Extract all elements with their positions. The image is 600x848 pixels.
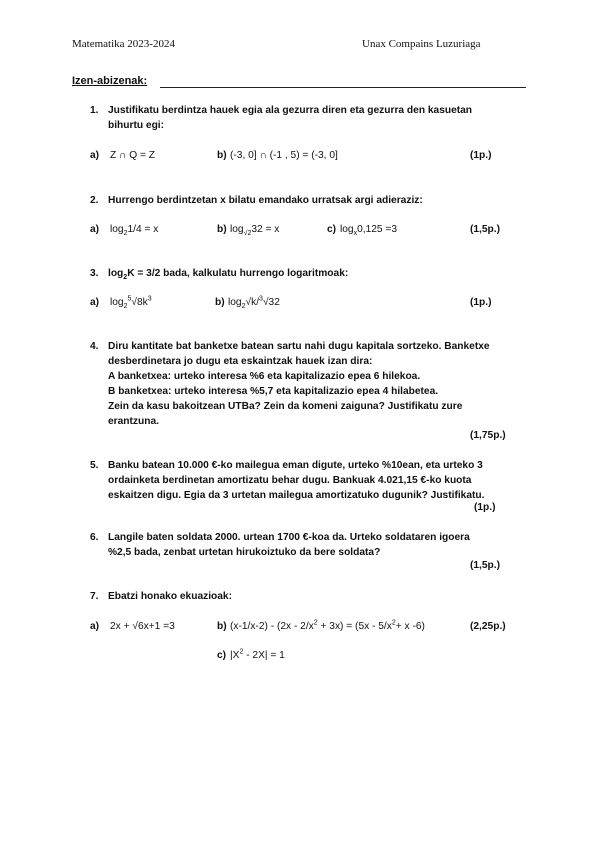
q7-a-label: a) — [90, 621, 100, 632]
q4-points: (1,75p.) — [470, 430, 506, 441]
q2-number: 2. — [90, 195, 99, 206]
q5-text-line: Banku batean 10.000 €-ko mailegua eman digute, urteko %10ean, eta urteko 3 — [108, 460, 483, 471]
q6-text-line: %2,5 bada, zenbat urtetan hirukoiztuko da bere soldata? — [108, 547, 381, 558]
q1-a-text: Z ∩ Q = Z — [110, 150, 155, 161]
q7-c-label: c) — [217, 650, 227, 661]
q2-text: Hurrengo berdintzetan x bilatu emandako urratsak argi adieraziz: — [108, 195, 423, 206]
q7-b-expr: $(x-1/x-2) - (2x - 2/x^2 + 3x) = (5x - 5/x^2+ x$ -6) — [230, 619, 425, 632]
q1-a-label: a) — [90, 150, 100, 161]
q6-points: (1,5p.) — [470, 560, 501, 571]
q5-text — [108, 458, 484, 503]
q7-number: 7. — [90, 591, 99, 602]
q2-c-label: c) — [327, 224, 337, 235]
header-subject: Matematika 2023-2024 — [72, 38, 175, 50]
q1-text — [108, 103, 472, 133]
q6-number: 6. — [90, 532, 99, 543]
q4-text-line: Zein da kasu bakoitzean UTBa? Zein da komeni zaiguna? Justifikatu zure — [108, 401, 463, 412]
q2-b-expr: $\log_{√2}32 = x$ — [230, 224, 280, 238]
q3-b-label: b) — [215, 297, 225, 308]
q7-points: (2,25p.) — [470, 621, 506, 632]
q4-number: 4. — [90, 341, 99, 352]
q4-text-line: Diru kantitate bat banketxe batean sartu nahi dugu kapitala sortzeko. Banketxe — [108, 341, 490, 352]
q5-text-line: ordainketa berdinetan amortizatu behar dugu. Bankuak 4.021,15 €-ko kuota — [108, 475, 472, 486]
q1-number: 1. — [90, 105, 99, 116]
q5-number: 5. — [90, 460, 99, 471]
q7-c-expr: $|X^2 - 2X| = 1$ — [230, 648, 285, 661]
q1-b-label: b) — [217, 150, 227, 161]
q2-a-expr: $\log_21/4 = x$ — [110, 224, 159, 238]
q6-text — [108, 530, 470, 560]
q3-text: $\log_2K = 3/2$ bada, kalkulatu hurrengo logaritmoak: — [108, 268, 349, 282]
q1-b-text: (-3, 0] ∩ (-1 , 5) = (-3, 0] — [230, 150, 338, 161]
q2-a-label: a) — [90, 224, 100, 235]
q4-text-line: erantzuna. — [108, 416, 159, 427]
q3-a-label: a) — [90, 297, 100, 308]
q6-text-line: Langile baten soldata 2000. urtean 1700 €-koa da. Urteko soldataren igoera — [108, 532, 470, 543]
name-label: Izen-abizenak: — [72, 75, 148, 87]
q4-text-line: A banketxea: urteko interesa %6 eta kapitalizazio epea 6 hilekoa. — [108, 371, 421, 382]
q2-points: (1,5p.) — [470, 224, 501, 235]
q7-a-expr: 2x + √6x+1 =3 — [110, 621, 175, 632]
q7-b-label: b) — [217, 621, 227, 632]
q4-text — [108, 339, 490, 429]
q2-b-label: b) — [217, 224, 227, 235]
header-student: Unax Compains Luzuriaga — [362, 38, 481, 50]
q3-number: 3. — [90, 268, 99, 279]
q3-b-expr: $\log_2√k/^3√32$ — [228, 295, 280, 311]
q2-c-expr: $\log_x0,125 =3$ — [340, 224, 398, 238]
q4-text-line: desberdinetara jo dugu eta eskaintzak hauek izan dira: — [108, 356, 373, 367]
q5-points: (1p.) — [474, 502, 496, 513]
q7-text: Ebatzi honako ekuazioak: — [108, 591, 232, 602]
q1-text-line: bihurtu egi: — [108, 120, 165, 131]
q1-points: (1p.) — [470, 150, 492, 161]
q4-text-line: B banketxea: urteko interesa %5,7 eta kapitalizazio epea 4 hilabetea. — [108, 386, 439, 397]
q3-a-expr: $\log_2^5√8k^3$ — [110, 295, 152, 311]
name-input-line[interactable] — [160, 87, 526, 88]
q1-text-line: Justifikatu berdintza hauek egia ala gezurra diren eta gezurra den kasuetan — [108, 105, 473, 116]
q5-text-line: eskaitzen digu. Egia da 3 urtetan mailegua amortizatuko dugunik? Justifikatu. — [108, 490, 485, 501]
q3-points: (1p.) — [470, 297, 492, 308]
